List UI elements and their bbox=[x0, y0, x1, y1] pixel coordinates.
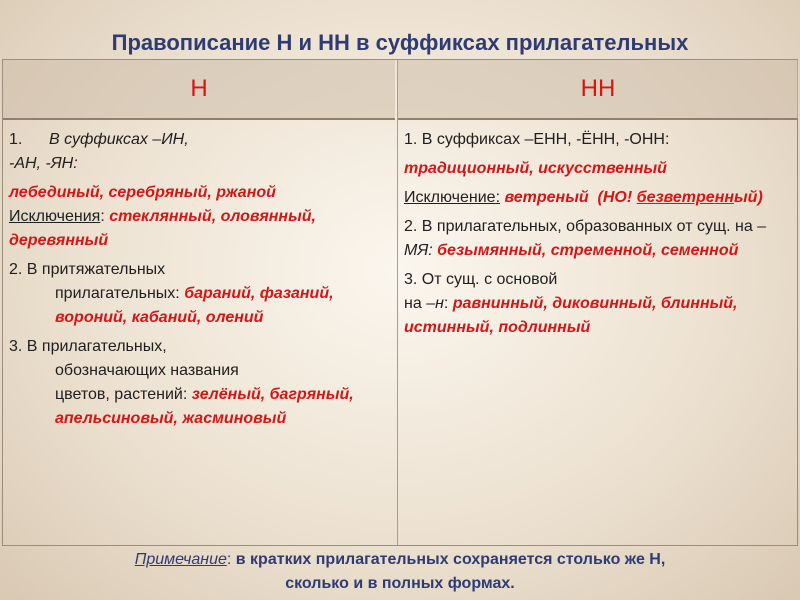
rule-n-2-lead: 2. В притяжательных bbox=[9, 261, 166, 278]
rule-nn-2-suffix: –МЯ bbox=[404, 218, 767, 259]
rule-n-3-lead3: цветов, растений: bbox=[55, 386, 188, 403]
rule-nn-2-text: 2. В прилагательных, образованных от сущ. на bbox=[404, 218, 753, 235]
rule-n-3 bbox=[9, 335, 389, 431]
exception-example-nn: нн bbox=[714, 189, 735, 206]
page-title: Правописание Н и НН в суффиксах прилагательных bbox=[111, 30, 689, 55]
rule-nn-1-exception: Исключение: ветреный (НО! безветренный) bbox=[404, 189, 763, 206]
rule-n-3-lead: 3. В прилагательных, bbox=[9, 338, 167, 355]
rule-nn-1-examples: традиционный, искусственный bbox=[404, 160, 667, 177]
rule-n-2 bbox=[9, 258, 389, 330]
exception-words: стеклянный, оловянный, деревянный bbox=[9, 208, 316, 249]
footnote-label: Примечание bbox=[134, 551, 227, 568]
footnote: Примечание: в кратких прилагательных сохраняется столько же Н, сколько и в полных формах. bbox=[134, 551, 666, 592]
rule-nn-2: 2. В прилагательных, образованных от сущ. на –МЯ: безымянный, стременной, семенной bbox=[404, 218, 767, 259]
rule-nn-1: 1. В суффиксах –ЕНН, -ЁНН, -ОНН: bbox=[404, 131, 670, 148]
header-nn: НН bbox=[398, 60, 798, 120]
rule-nn-3-examples: равнинный, диковинный, блинный, истинный, подлинный bbox=[404, 295, 738, 336]
cell-nn-rules bbox=[398, 120, 798, 340]
rule-n-1 bbox=[9, 128, 389, 152]
header-n: Н bbox=[3, 60, 395, 120]
footnote-line2: сколько и в полных формах. bbox=[285, 575, 515, 592]
rule-n-3-lead2: обозначающих названия bbox=[55, 362, 239, 379]
exception-example-b: ый) bbox=[734, 189, 763, 206]
footnote-line1: в кратких прилагательных сохраняется столько же Н, bbox=[235, 551, 666, 568]
rule-nn-3-text2: на bbox=[404, 295, 422, 312]
column-nn bbox=[397, 60, 798, 545]
cell-n-rules bbox=[3, 120, 395, 431]
rule-nn-3-text: 3. От сущ. с основой bbox=[404, 271, 558, 288]
exception-label-nn: Исключение bbox=[404, 189, 496, 206]
rule-nn-3-suffix: –н bbox=[426, 295, 444, 312]
rules-table bbox=[2, 59, 798, 546]
exception-label: Исключения bbox=[9, 208, 101, 225]
rule-nn-2-examples: безымянный, стременной, семенной bbox=[437, 242, 739, 259]
rule-nn-3: 3. От сущ. с основой на –н: равнинный, диковинный, блинный, истинный, подлинный bbox=[404, 268, 792, 340]
rule-n-1-line2: -АН, -ЯН: bbox=[9, 155, 78, 172]
rule-n-1-exceptions: Исключения: стеклянный, оловянный, деревянный bbox=[9, 208, 316, 249]
exception-word: ветреный bbox=[504, 189, 589, 206]
rule-n-2-lead2: прилагательных: bbox=[55, 285, 180, 302]
exception-note: (НО! bbox=[597, 189, 633, 206]
rule-n-1-line1: В суффиксах –ИН, bbox=[49, 131, 189, 148]
rule-n-2-body bbox=[9, 282, 389, 330]
rule-n-1-number: 1. bbox=[9, 131, 23, 148]
rule-n-2-examples: бараний, фазаний, вороний, кабаний, олений bbox=[55, 285, 334, 326]
rule-n-3-body bbox=[9, 359, 389, 431]
rule-n-1-examples: лебединый, серебряный, ржаной bbox=[9, 184, 276, 201]
rule-n-3-examples: зелёный, багряный, апельсиновый, жасминовый bbox=[55, 386, 354, 427]
exception-example-a: безветре bbox=[636, 189, 715, 206]
column-n bbox=[3, 60, 395, 545]
